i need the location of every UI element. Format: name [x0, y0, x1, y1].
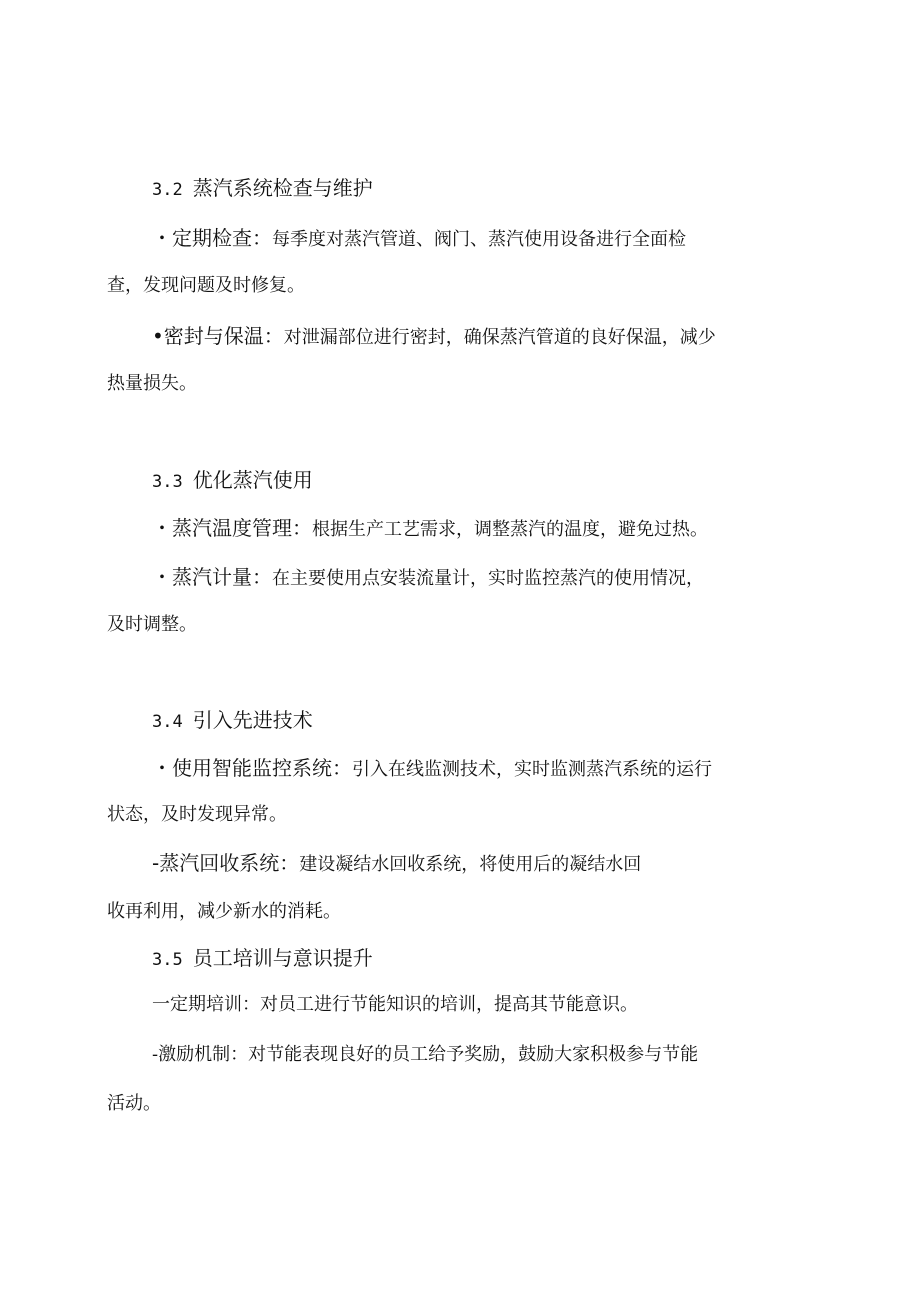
list-item [152, 567, 704, 588]
item-label: 定期检查： [172, 226, 272, 250]
section-title: 蒸汽系统检查与维护 [192, 176, 373, 200]
list-item [152, 326, 716, 347]
item-label: 蒸汽回收系统： [159, 851, 300, 875]
section-title: 优化蒸汽使用 [192, 468, 313, 492]
bullet-glyph: - [152, 851, 160, 875]
list-item: 一定期培训：对员工进行节能知识的培训，提高其节能意识。 [152, 994, 638, 1015]
section-heading-3-2 [152, 178, 373, 199]
item-text: 建设凝结水回收系统，将使用后的凝结水回 [299, 854, 642, 875]
item-text: 对泄漏部位进行密封，确保蒸汽管道的良好保温，减少 [283, 327, 716, 348]
item-continuation: 及时调整。 [107, 614, 197, 635]
item-continuation: 活动。 [107, 1093, 161, 1114]
section-heading-3-5 [152, 948, 373, 969]
section-title: 引入先进技术 [192, 708, 313, 732]
item-text: 在主要使用点安装流量计，实时监控蒸汽的使用情况， [272, 568, 704, 589]
bullet-glyph: ・ [152, 565, 172, 589]
item-label: 蒸汽温度管理： [172, 516, 312, 540]
item-continuation: 收再利用，减少新水的消耗。 [107, 901, 341, 922]
section-number: 3.4 [152, 712, 183, 732]
item-text: 引入在线监测技术，实时监测蒸汽系统的运行 [352, 759, 712, 780]
section-title: 员工培训与意识提升 [192, 946, 373, 970]
list-item [152, 758, 712, 779]
section-number: 3.5 [152, 950, 183, 970]
item-continuation: 状态，及时发现异常。 [107, 804, 287, 825]
section-heading-3-4 [152, 710, 313, 731]
bullet-glyph: ・ [152, 226, 172, 250]
list-item: -激励机制：对节能表现良好的员工给予奖励，鼓励大家积极参与节能 [152, 1044, 699, 1065]
section-number: 3.3 [152, 472, 183, 492]
bullet-glyph: ・ [152, 756, 172, 780]
list-item [152, 518, 708, 539]
item-label: 使用智能监控系统： [172, 756, 352, 780]
item-continuation: 查，发现问题及时修复。 [107, 275, 305, 296]
bullet-glyph: ・ [152, 516, 172, 540]
section-number: 3.2 [152, 180, 183, 200]
item-text: 每季度对蒸汽管道、阀门、蒸汽使用设备进行全面检 [272, 229, 686, 250]
item-label: 蒸汽计量： [172, 565, 272, 589]
item-text: 根据生产工艺需求，调整蒸汽的温度，避免过热。 [312, 519, 708, 540]
item-label: 密封与保温： [163, 324, 284, 348]
bullet-glyph: • [152, 324, 164, 348]
item-continuation: 热量损失。 [107, 373, 197, 394]
list-item [152, 228, 686, 249]
list-item [152, 853, 641, 874]
section-heading-3-3 [152, 470, 313, 491]
